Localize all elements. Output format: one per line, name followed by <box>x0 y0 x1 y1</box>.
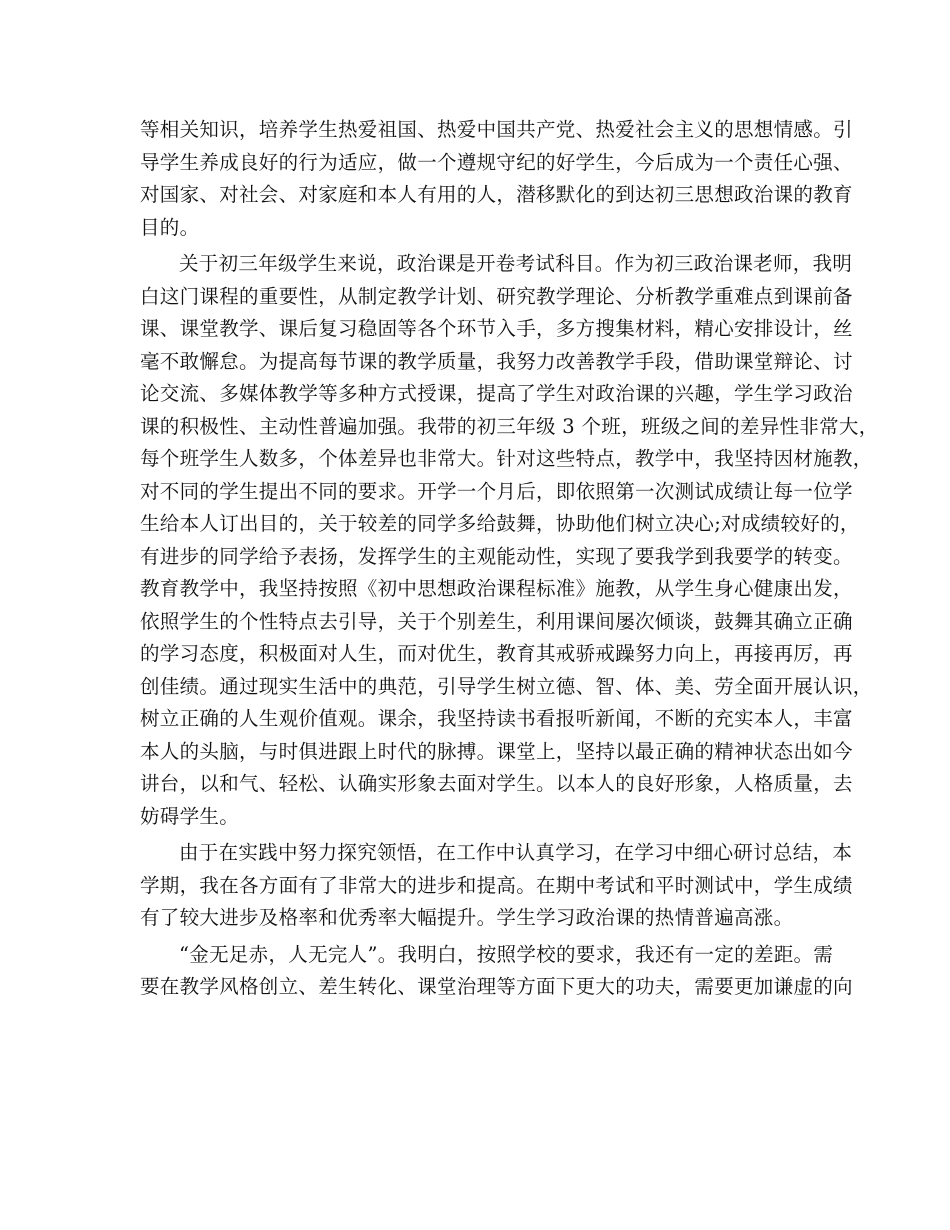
document-body <box>140 114 879 1008</box>
text-line: 创佳绩。通过现实生活中的典范，引导学生树立德、智、体、美、劳全面开展认识， <box>140 674 873 698</box>
paragraph-1 <box>140 114 853 244</box>
text-line: 对国家、对社会、对家庭和本人有用的人，潜移默化的到达初三思想政治课的教育 <box>140 183 853 206</box>
text-line: 由于在实践中努力探究领悟，在工作中认真学习，在学习中细心研讨总结，本 <box>179 841 853 864</box>
text-line: 论交流、多媒体教学等多种方式授课，提高了学生对政治课的兴趣，学生学习政治 <box>140 382 853 405</box>
text-line: 导学生养成良好的行为适应，做一个遵规守纪的好学生，今后成为一个责任心强、 <box>140 150 853 174</box>
text-line: 本人的头脑，与时俱进跟上时代的脉搏。课堂上，坚持以最正确的精神状态出如今 <box>140 739 853 763</box>
text-line: 白这门课程的重要性，从制定教学计划、研究教学理论、分析教学重难点到课前备 <box>140 284 853 308</box>
text-line: 目的。 <box>140 215 200 239</box>
text-line: 课的积极性、主动性普遍加强。我带的初三年级 3 个班，班级之间的差异性非常大， <box>140 414 879 438</box>
text-line: 毫不敢懈怠。为提高每节课的教学质量，我努力改善教学手段，借助课堂辩论、讨 <box>140 349 853 373</box>
text-line: 的学习态度，积极面对人生，而对优生，教育其戒骄戒躁努力向上，再接再厉，再 <box>140 642 853 665</box>
paragraph-2 <box>140 248 879 833</box>
text-line: 树立正确的人生观价值观。课余，我坚持读书看报听新闻，不断的充实本人，丰富 <box>140 707 853 730</box>
text-line: 依照学生的个性特点去引导，关于个别差生，利用课间屡次倾谈，鼓舞其确立正确 <box>140 609 853 633</box>
paragraph-4 <box>140 939 853 1004</box>
text-line: 等相关知识，培养学生热爱祖国、热爱中国共产党、热爱社会主义的思想情感。引 <box>140 118 853 141</box>
text-line: 课、课堂教学、课后复习稳固等各个环节入手，多方搜集材料，精心安排设计，丝 <box>140 317 853 340</box>
text-line: 对不同的学生提出不同的要求。开学一个月后，即依照第一次测试成绩让每一位学 <box>140 479 853 503</box>
paragraph-3 <box>140 837 853 935</box>
text-line: 讲台，以和气、轻松、认确实形象去面对学生。以本人的良好形象，人格质量，去 <box>140 772 853 795</box>
text-line: 要在教学风格创立、差生转化、课堂治理等方面下更大的功夫，需要更加谦虚的向 <box>140 975 853 998</box>
text-line: 每个班学生人数多，个体差异也非常大。针对这些特点，教学中，我坚持因材施教， <box>140 447 873 470</box>
text-line: 妨碍学生。 <box>140 804 240 828</box>
text-line: 教育教学中，我坚持按照《初中思想政治课程标准》施教，从学生身心健康出发， <box>140 577 853 600</box>
text-line: 有进步的同学给予表扬，发挥学生的主观能动性，实现了要我学到我要学的转变。 <box>140 544 853 568</box>
text-line: 有了较大进步及格率和优秀率大幅提升。学生学习政治课的热情普遍高涨。 <box>140 906 794 929</box>
text-line: 学期，我在各方面有了非常大的进步和提高。在期中考试和平时测试中，学生成绩 <box>140 873 853 897</box>
text-line: 生给本人订出目的，关于较差的同学多给鼓舞，协助他们树立决心;对成绩较好的， <box>140 512 860 535</box>
text-line: 关于初三年级学生来说，政治课是开卷考试科目。作为初三政治课老师，我明 <box>179 252 853 275</box>
text-line: “金无足赤，人无完人”。我明白，按照学校的要求，我还有一定的差距。需 <box>179 942 834 966</box>
